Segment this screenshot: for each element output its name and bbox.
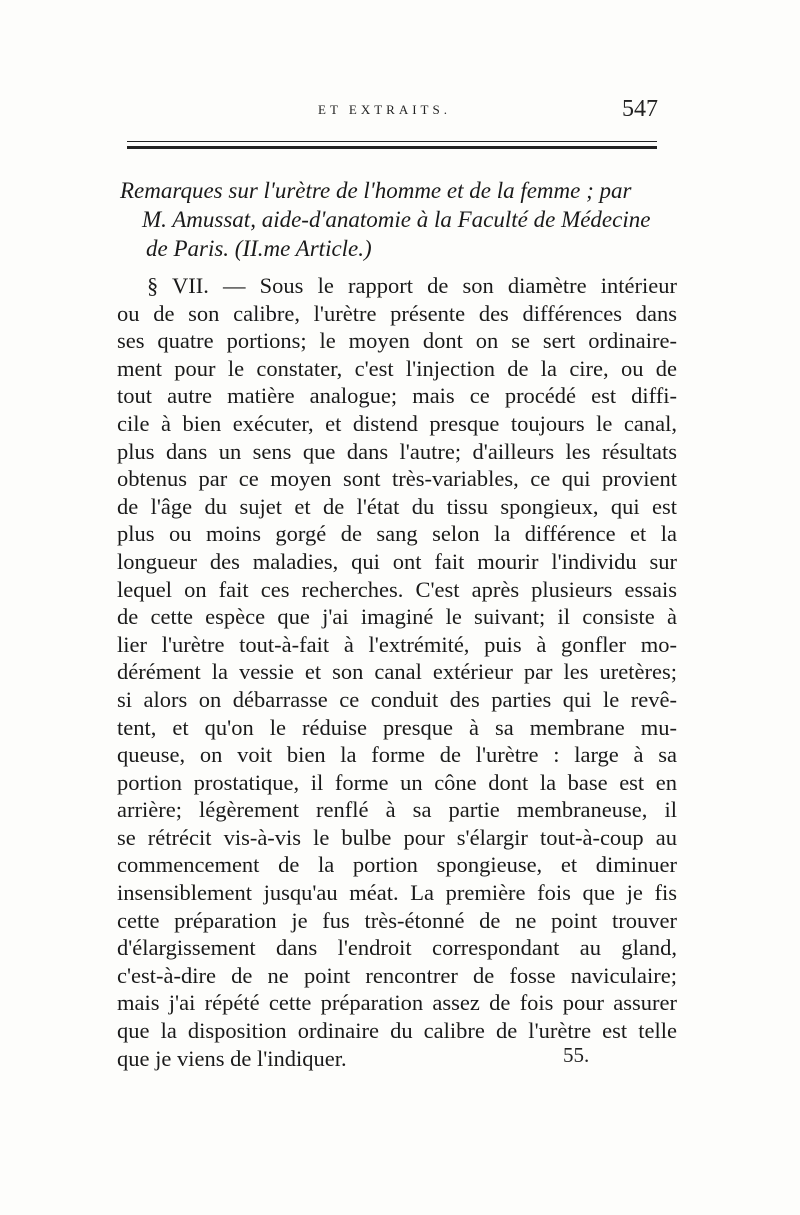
header-rule-thin xyxy=(127,141,657,142)
article-body xyxy=(117,272,677,1072)
body-line: tent, et qu'on le réduise presque à sa membrane mu- xyxy=(117,714,677,740)
body-line: tout autre matière analogue; mais ce procédé est diffi- xyxy=(117,383,677,409)
body-line: c'est-à-dire de ne point rencontrer de fosse naviculaire; xyxy=(117,962,677,988)
article-title xyxy=(120,176,680,263)
body-line: dérément la vessie et son canal extérieur par les uretères; xyxy=(117,659,677,685)
body-line: de l'âge du sujet et de l'état du tissu spongieux, qui est xyxy=(117,493,677,519)
running-head xyxy=(0,96,800,126)
title-line-1: Remarques sur l'urètre de l'homme et de la femme ; par xyxy=(120,178,632,203)
header-rule-thick xyxy=(127,146,657,149)
body-line: longueur des maladies, qui ont fait mourir l'individu sur xyxy=(117,548,677,574)
body-line: lier l'urètre tout-à-fait à l'extrémité, puis à gonfler mo- xyxy=(117,631,677,657)
body-line: ses quatre portions; le moyen dont on se sert ordinaire- xyxy=(117,328,677,354)
body-line: ou de son calibre, l'urètre présente des différences dans xyxy=(117,300,677,326)
body-line: ment pour le constater, c'est l'injection de la cire, ou de xyxy=(117,355,677,381)
body-line: plus ou moins gorgé de sang selon la différence et la xyxy=(117,521,677,547)
body-line: cile à bien exécuter, et distend presque toujours le canal, xyxy=(117,410,677,436)
body-line: que la disposition ordinaire du calibre de l'urètre est telle xyxy=(117,1018,677,1044)
running-title: ET EXTRAITS. xyxy=(318,102,451,117)
title-line-3: de Paris. (II.me Article.) xyxy=(146,236,372,261)
body-line: portion prostatique, il forme un cône dont la base est en xyxy=(117,769,677,795)
body-line: commencement de la portion spongieuse, et diminuer xyxy=(117,852,677,878)
body-line: arrière; légèrement renflé à sa partie membraneuse, il xyxy=(117,797,677,823)
body-line: se rétrécit vis-à-vis le bulbe pour s'élargir tout-à-coup au xyxy=(117,824,677,850)
body-line: plus dans un sens que dans l'autre; d'ailleurs les résultats xyxy=(117,438,677,464)
body-line: si alors on débarrasse ce conduit des parties qui le revê- xyxy=(117,686,677,712)
body-line: queuse, on voit bien la forme de l'urètre : large à sa xyxy=(117,742,677,768)
title-line-2: M. Amussat, aide-d'anatomie à la Faculté de Médecine xyxy=(142,207,651,232)
body-line: obtenus par ce moyen sont très-variables, ce qui provient xyxy=(117,466,677,492)
body-line: mais j'ai répété cette préparation assez de fois pour assurer xyxy=(117,990,677,1016)
signature-mark: 55. xyxy=(563,1043,590,1067)
body-line: d'élargissement dans l'endroit correspondant au gland, xyxy=(117,935,677,961)
body-line: § VII. — Sous le rapport de son diamètre intérieur xyxy=(147,273,677,298)
body-line: insensiblement jusqu'au méat. La première fois que je fis xyxy=(117,880,677,906)
body-line: lequel on fait ces recherches. C'est après plusieurs essais xyxy=(117,576,677,602)
body-line: que je viens de l'indiquer. xyxy=(117,1045,347,1071)
page-number: 547 xyxy=(622,96,658,122)
body-line: de cette espèce que j'ai imaginé le suivant; il consiste à xyxy=(117,604,677,630)
body-line: cette préparation je fus très-étonné de ne point trouver xyxy=(117,907,677,933)
